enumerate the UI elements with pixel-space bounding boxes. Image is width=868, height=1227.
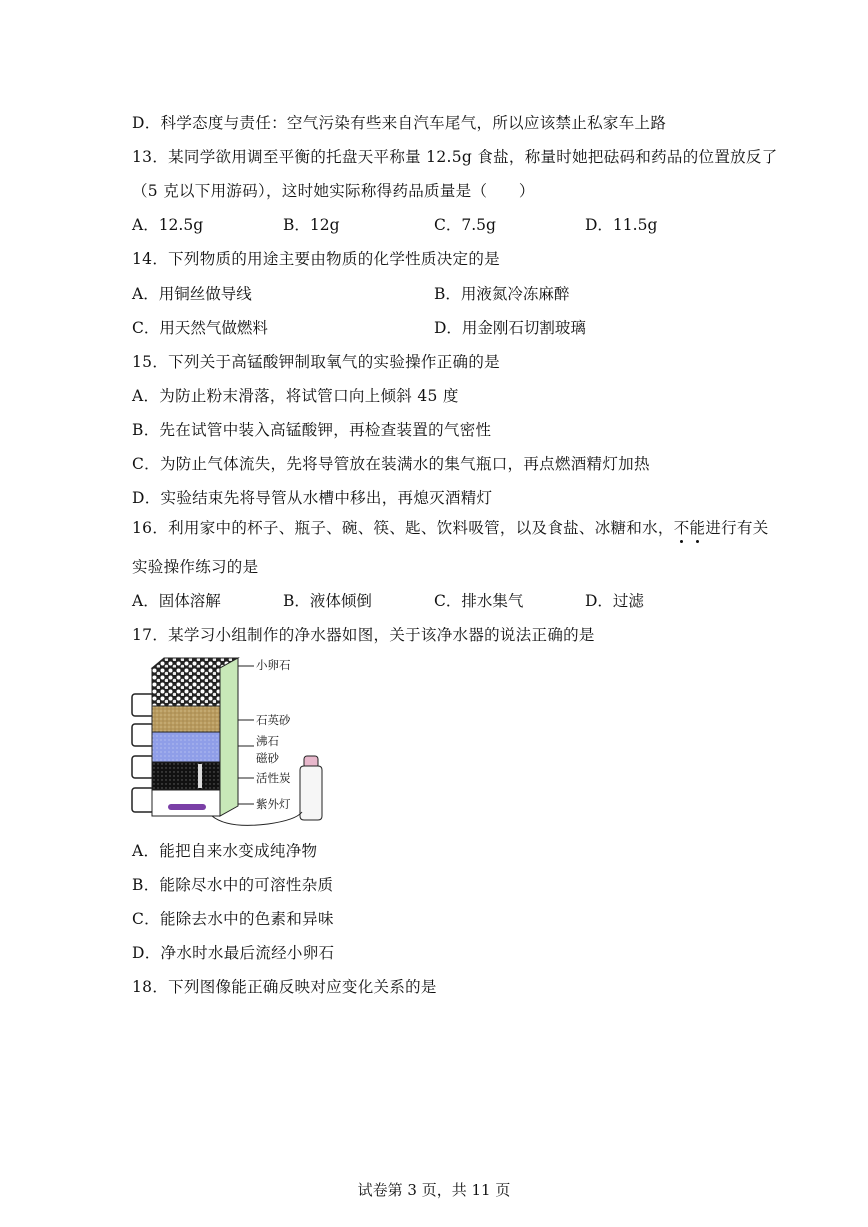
bottle-body bbox=[300, 766, 322, 820]
q13-stem-line1: 13．某同学欲用调至平衡的托盘天平称量 12.5g 食盐，称量时她把砝码和药品的位置放反了 bbox=[132, 148, 778, 166]
q16-emphasis-char-2: 能 bbox=[689, 519, 706, 537]
q16-option-a: A．固体溶解 bbox=[132, 592, 221, 610]
zeolite-layer bbox=[152, 732, 220, 762]
activated-carbon-layer bbox=[152, 762, 220, 790]
uv-lamp-bar bbox=[168, 804, 206, 810]
q15-stem: 15．下列关于高锰酸钾制取氧气的实验操作正确的是 bbox=[132, 353, 500, 371]
q13-option-a: A．12.5g bbox=[132, 216, 204, 234]
water-purifier-figure bbox=[128, 654, 338, 829]
q16-stem-suffix: 进行有关 bbox=[705, 519, 769, 537]
label-pebbles: 小卵石 bbox=[256, 658, 291, 672]
handle-1 bbox=[132, 694, 154, 716]
q13-option-d: D．11.5g bbox=[585, 216, 658, 234]
q17-option-a: A．能把自来水变成纯净物 bbox=[132, 842, 318, 860]
q14-option-c: C．用天然气做燃料 bbox=[132, 319, 268, 337]
handle-3 bbox=[132, 756, 154, 778]
q15-option-d: D．实验结束先将导管从水槽中移出，再熄灭酒精灯 bbox=[132, 489, 493, 507]
q13-option-c: C．7.5g bbox=[434, 216, 496, 234]
q16-stem-prefix: 16．利用家中的杯子、瓶子、碗、筷、匙、饮料吸管，以及食盐、冰糖和水， bbox=[132, 519, 674, 537]
q12-option-d: D．科学态度与责任：空气污染有些来自汽车尾气，所以应该禁止私家车上路 bbox=[132, 114, 667, 132]
side-panel bbox=[220, 658, 238, 816]
q16-stem-line1 bbox=[132, 518, 769, 538]
label-zeolite: 沸石 bbox=[256, 734, 279, 748]
q14-option-b: B．用液氮冷冻麻醉 bbox=[434, 285, 570, 303]
bottom-compartment bbox=[152, 790, 220, 816]
q16-emphasis-char-1: 不 bbox=[673, 519, 690, 537]
q16-option-b: B．液体倾倒 bbox=[283, 592, 372, 610]
water-purifier-diagram bbox=[128, 654, 338, 829]
q15-option-a: A．为防止粉末滑落，将试管口向上倾斜 45 度 bbox=[132, 387, 459, 405]
q16-option-d: D．过滤 bbox=[585, 592, 644, 610]
q15-option-c: C．为防止气体流失，先将导管放在装满水的集气瓶口，再点燃酒精灯加热 bbox=[132, 455, 650, 473]
q13-stem-line2: （5 克以下用游码），这时她实际称得药品质量是（ ） bbox=[132, 182, 535, 200]
label-quartz-sand: 石英砂 bbox=[256, 713, 291, 727]
q14-stem: 14．下列物质的用途主要由物质的化学性质决定的是 bbox=[132, 250, 500, 268]
q17-stem: 17．某学习小组制作的净水器如图，关于该净水器的说法正确的是 bbox=[132, 626, 595, 644]
carbon-center-stripe bbox=[198, 764, 202, 788]
page-footer: 试卷第 3 页，共 11 页 bbox=[357, 1181, 511, 1199]
q16-option-c: C．排水集气 bbox=[434, 592, 524, 610]
label-magnetite: 磁砂 bbox=[256, 751, 279, 765]
q18-stem: 18．下列图像能正确反映对应变化关系的是 bbox=[132, 978, 437, 996]
q15-option-b: B．先在试管中装入高锰酸钾，再检查装置的气密性 bbox=[132, 421, 492, 439]
handle-2 bbox=[132, 724, 154, 746]
label-uv-lamp: 紫外灯 bbox=[256, 797, 291, 811]
handle-4 bbox=[132, 788, 154, 812]
q16-stem-line2: 实验操作练习的是 bbox=[132, 558, 259, 576]
q14-option-d: D．用金刚石切割玻璃 bbox=[434, 319, 586, 337]
q17-option-c: C．能除去水中的色素和异味 bbox=[132, 910, 334, 928]
q14-option-a: A．用铜丝做导线 bbox=[132, 285, 252, 303]
q17-option-b: B．能除尽水中的可溶性杂质 bbox=[132, 876, 334, 894]
pebble-layer bbox=[152, 668, 220, 706]
q17-option-d: D．净水时水最后流经小卵石 bbox=[132, 944, 335, 962]
quartz-sand-layer bbox=[152, 706, 220, 732]
q13-option-b: B．12g bbox=[283, 216, 340, 234]
label-activated-carbon: 活性炭 bbox=[256, 771, 291, 785]
power-cable bbox=[212, 812, 302, 825]
